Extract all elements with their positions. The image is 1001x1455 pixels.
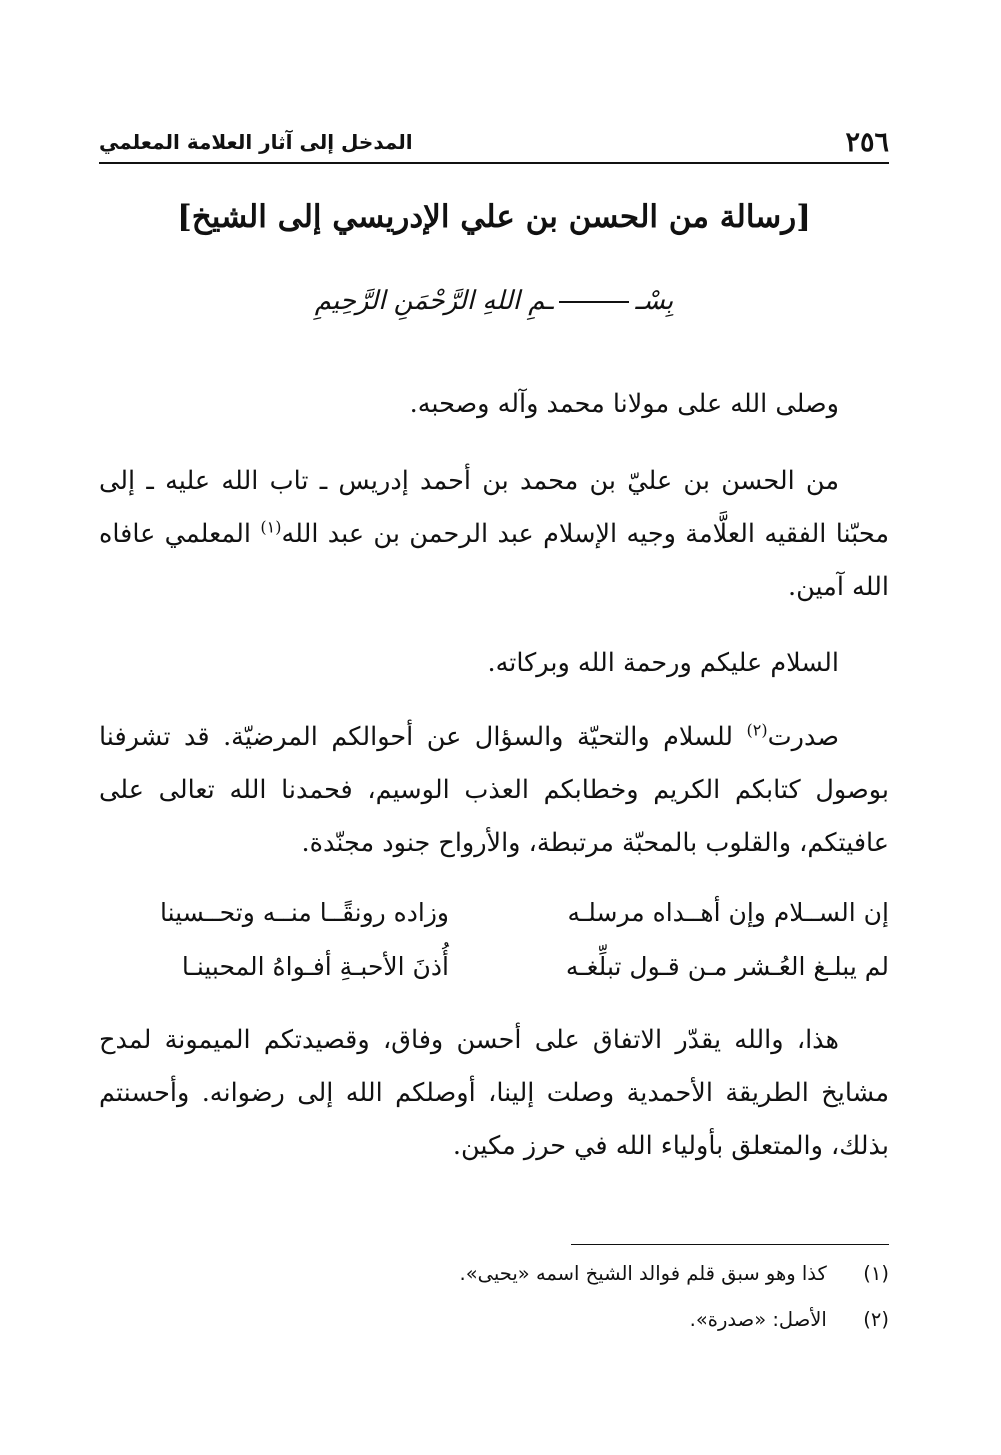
message-first-word: صدرت bbox=[767, 722, 839, 752]
closing-paragraph: هذا، والله يقدّر الاتفاق على أحسن وفاق، وقصيدتكم الميمونة لمدح مشايخ الطريقة الأحمدية وصلت إلينا، أوصلكم الله إلى رضوانه. وأحسنتم بذلك، والمتعلق بأولياء الله في حرز مكين. bbox=[99, 1025, 889, 1161]
footnote-1 bbox=[99, 1258, 889, 1290]
footnote-text: كذا وهو سبق قلم فوالد الشيخ اسمه «يحيى». bbox=[459, 1262, 827, 1285]
letter-title: [رسالة من الحسن بن علي الإدريسي إلى الشيخ] bbox=[177, 199, 811, 235]
basmala-stroke bbox=[559, 301, 629, 303]
poem-verse bbox=[99, 886, 889, 940]
basmala bbox=[99, 276, 889, 326]
poem-first-hemistich: إن الســلام وإن أهــداه مرسلـه bbox=[567, 898, 889, 927]
address-text-end: المعلمي عافاه الله آمين. bbox=[99, 519, 889, 602]
footnote-ref-2: (٢) bbox=[746, 720, 768, 740]
poem-verse bbox=[99, 940, 889, 994]
footnote-ref-1: (١) bbox=[260, 517, 282, 537]
message-text: للسلام والتحيّة والسؤال عن أحوالكم المرضيّة. قد تشرفنا بوصول كتابكم الكريم وخطابكم العذب الوسيم، فحمدنا الله تعالى على عافيتكم، والقلوب بالمحبّة مرتبطة، والأرواح جنود مجنّدة. bbox=[99, 722, 889, 858]
basmala-end: ـمِ اللهِ الرَّحْمَنِ الرَّحِيمِ bbox=[314, 286, 554, 316]
address-text: من الحسن بن عليّ بن محمد بن أحمد إدريس ـ تاب الله عليه ـ إلى محبّنا الفقيه العلَّامة وجيه الإسلام عبد الرحمن بن عبد الله bbox=[99, 466, 889, 549]
footnote-number: (٢) bbox=[863, 1308, 889, 1331]
footnote-2 bbox=[99, 1304, 889, 1336]
address-paragraph bbox=[99, 455, 889, 614]
basmala-start: بِسْـ bbox=[635, 286, 674, 316]
poem-first-hemistich: لم يبلـغ العُـشر مـن قـول تبلِّغـه bbox=[565, 952, 889, 981]
greeting-paragraph: السلام عليكم ورحمة الله وبركاته. bbox=[487, 648, 839, 678]
footnote-number: (١) bbox=[863, 1262, 889, 1285]
page-number: ٢٥٦ bbox=[845, 126, 889, 158]
footnote-separator bbox=[571, 1244, 889, 1245]
salutation-paragraph: وصلى الله على مولانا محمد وآله وصحبه. bbox=[409, 389, 839, 419]
page-header bbox=[99, 122, 889, 164]
message-paragraph bbox=[99, 711, 889, 870]
footnote-text: الأصل: «صدرة». bbox=[689, 1308, 827, 1331]
poem bbox=[99, 886, 889, 994]
poem-second-hemistich: وزاده رونقًــا منــه وتحــسينا bbox=[160, 898, 449, 927]
running-title: المدخل إلى آثار العلامة المعلمي bbox=[99, 130, 413, 154]
poem-second-hemistich: أُذنَ الأحبـةِ أفـواهُ المحبينـا bbox=[181, 952, 449, 981]
